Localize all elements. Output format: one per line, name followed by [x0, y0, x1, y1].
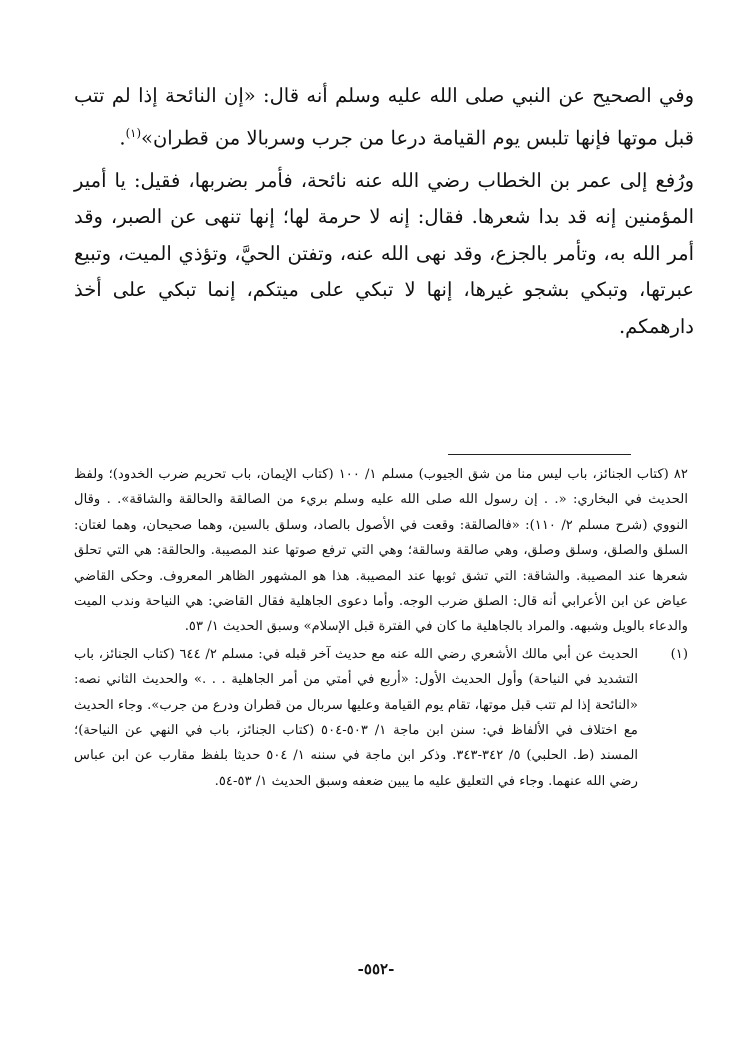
footnote-1-text: الحديث عن أبي مالك الأشعري رضي الله عنه مع حديث آخر قبله في: مسلم ٢/ ٦٤٤ (كتاب الجنائز، باب التشديد في النياحة) وأول الحديث الأول: «أربع في أمتي من أمر الجاهلية . . .» والحديث الثاني نصه: «النائحة إذا لم تتب قبل موتها، تقام يوم القيامة وعليها سربال من قطران ودرع من جرب». وجاء الحديث مع اختلاف في الألفاظ في: سنن ابن ماجة ١/ ٥٠٣-٥٠٤ (كتاب الجنائز، باب في النهي عن النياحة)؛ المسند (ط. الحلبي) ٥/ ٣٤٢-٣٤٣. وذكر ابن ماجة في سننه ١/ ٥٠٤ حديثا بلفظ مقارب عن ابن عباس رضي الله عنهما. وجاء في التعليق عليه ما يبين ضعفه وسبق الحديث ١/ ٥٣-٥٤. — [74, 646, 639, 789]
footnote-82 — [74, 462, 698, 640]
footnote-1-marker: (١) — [670, 646, 688, 662]
page-number: -٥٥٢- — [357, 960, 395, 978]
footnote-82-text: ٨٢ (كتاب الجنائز، باب ليس منا من شق الجيوب) مسلم ١/ ١٠٠ (كتاب الإيمان، باب تحريم ضرب الخدود)؛ ولفظ الحديث في البخاري: «. . إن رسول الله صلى الله عليه وسلم بريء من الصالقة والحالقة والشاقة». . وقال النووي (شرح مسلم ٢/ ١١٠): «فالصالقة: وقعت في الأصول بالصاد، وسلق بالسين، وهما صحيحان، وهما لغتان: السلق والصلق، وسلق وصلق، وهي صالقة وسالقة؛ وهي التي ترفع صوتها عند المصيبة. والحالقة: هي التي تحلق شعرها عند المصيبة. والشاقة: التي تشق ثوبها عند المصيبة. هذا هو المشهور الظاهر المعروف. وحكى القاضي عياض عن ابن الأعرابي أنه قال: الصلق ضرب الوجه. وأما دعوى الجاهلية فقال القاضي: هي النياحة وندب الميت والدعاء بالويل وشبهه. والمراد بالجاهلية ما كان في الفترة قبل الإسلام» وسبق الحديث ١/ ٥٣. — [74, 467, 689, 635]
footnote-ref-1: (١) — [125, 125, 142, 140]
footnote-1 — [74, 642, 698, 794]
paragraph-1-end: . — [119, 126, 126, 149]
footnote-divider — [448, 454, 631, 455]
main-paragraph-2: ورُفع إلى عمر بن الخطاب رضي الله عنه نائحة، فأمر بضربها، فقيل: يا أمير المؤمنين إنه قد بدا شعرها. فقال: إنه لا حرمة لها؛ إنها تنهى عن الصبر، وقد أمر الله به، وتأمر بالجزع، وقد نهى الله عنه، وتفتن الحيَّ، وتؤذي الميت، وتبيع عبرتها، وتبكي بشجو غيرها، إنها لا تبكي على ميتكم، إنما تبكي على أخذ دارهمكم. — [74, 168, 694, 338]
footnotes — [74, 462, 698, 794]
paragraph-1-text: وفي الصحيح عن النبي صلى الله عليه وسلم أنه قال: «إن النائحة إذا لم تتب قبل موتها فإنها تلبس يوم القيامة درعا من جرب وسربالا من قطران» — [74, 84, 694, 149]
main-paragraph-1 — [74, 78, 694, 157]
main-text — [74, 78, 694, 345]
